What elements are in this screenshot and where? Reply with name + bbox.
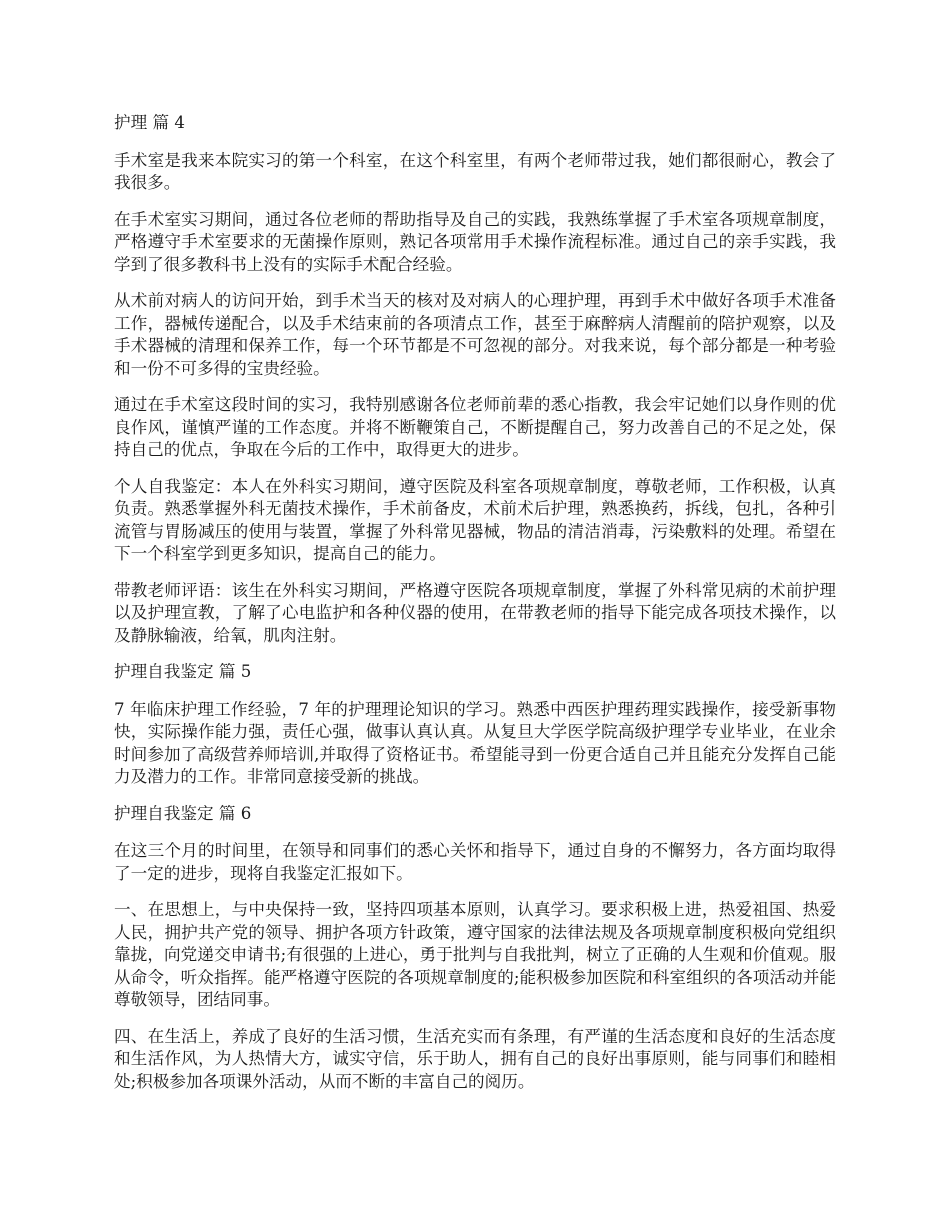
paragraph: 7 年临床护理工作经验，7 年的护理理论知识的学习。熟悉中西医护理药理实践操作，接受新事物快，实际操作能力强，责任心强，做事认真认真。从复旦大学医学院高级护理学专业毕业，在业余时间参加了高级营养师培训,并取得了资格证书。希望能寻到一份更合适自己并且能充分发挥自己能力及潜力的工作。非常同意接受新的挑战。 — [114, 699, 836, 786]
paragraph: 一、在思想上，与中央保持一致，坚持四项基本原则，认真学习。要求积极上进，热爱祖国、热爱人民，拥护共产党的领导、拥护各项方针政策，遵守国家的法律法规及各项规章制度积极向党组织靠拢，向党递交申请书;有很强的上进心，勇于批判与自我批判，树立了正确的人生观和价值观。服从命令，听众指挥。能严格遵守医院的各项规章制度的;能积极参加医院和科室组织的各项活动并能尊敬领导，团结同事。 — [114, 900, 836, 1009]
paragraph: 从术前对病人的访问开始，到手术当天的核对及对病人的心理护理，再到手术中做好各项手术准备工作，器械传递配合，以及手术结束前的各项清点工作，甚至于麻醉病人清醒前的陪护观察，以及手术器械的清理和保养工作，每一个环节都是不可忽视的部分。对我来说，每个部分都是一种考验和一份不可多得的宝贵经验。 — [114, 291, 836, 378]
paragraph: 带教老师评语：该生在外科实习期间，严格遵守医院各项规章制度，掌握了外科常见病的术前护理以及护理宣教，了解了心电监护和各种仪器的使用，在带教老师的指导下能完成各项技术操作，以及静脉输液，给氧，肌肉注射。 — [114, 580, 836, 645]
paragraph: 四、在生活上，养成了良好的生活习惯，生活充实而有条理，有严谨的生活态度和良好的生活态度和生活作风，为人热情大方，诚实守信，乐于助人，拥有自己的良好出事原则，能与同事们和睦相处;积极参加各项课外活动，从而不断的丰富自己的阅历。 — [114, 1026, 836, 1091]
paragraph: 在手术室实习期间，通过各位老师的帮助指导及自己的实践，我熟练掌握了手术室各项规章制度，严格遵守手术室要求的无菌操作原则，熟记各项常用手术操作流程标准。通过自己的亲手实践，我学到了很多教科书上没有的实际手术配合经验。 — [114, 209, 836, 274]
paragraph: 在这三个月的时间里，在领导和同事们的悉心关怀和指导下，通过自身的不懈努力，各方面均取得了一定的进步，现将自我鉴定汇报如下。 — [114, 841, 836, 883]
paragraph: 个人自我鉴定：本人在外科实习期间，遵守医院及科室各项规章制度，尊敬老师，工作积极，认真负责。熟悉掌握外科无菌技术操作，手术前备皮，术前术后护理，熟悉换药，拆线，包扎，各种引流管与胃肠减压的使用与装置，掌握了外科常见器械，物品的清洁消毒，污染敷料的处理。希望在下一个科室学到更多知识，提高自己的能力。 — [114, 476, 836, 563]
section-heading: 护理自我鉴定 篇 6 — [114, 803, 252, 823]
section-heading: 护理 篇 4 — [114, 113, 185, 132]
paragraph: 手术室是我来本院实习的第一个科室，在这个科室里，有两个老师带过我，她们都很耐心，教会了我很多。 — [114, 150, 836, 192]
section-heading: 护理自我鉴定 篇 5 — [114, 662, 252, 681]
paragraph: 通过在手术室这段时间的实习，我特别感谢各位老师前辈的悉心指教，我会牢记她们以身作则的优良作风，谨慎严谨的工作态度。并将不断鞭策自己，不断提醒自己，努力改善自己的不足之处，保持自己的优点，争取在今后的工作中，取得更大的进步。 — [114, 395, 836, 459]
